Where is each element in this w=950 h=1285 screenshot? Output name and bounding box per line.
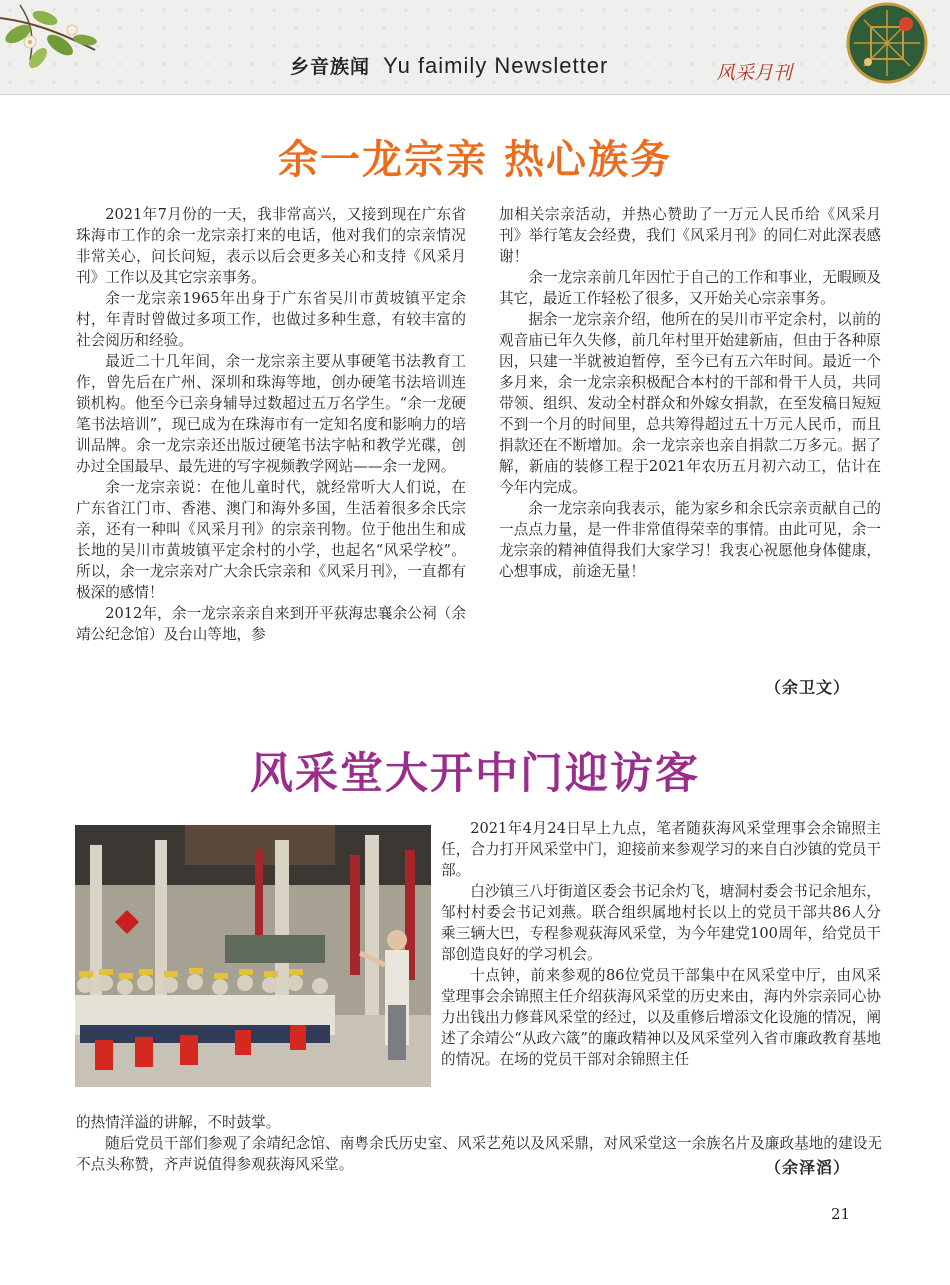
article1-column-left bbox=[76, 204, 466, 645]
paragraph: 最近二十几年间，余一龙宗亲主要从事硬笔书法教育工作，曾先后在广州、深圳和珠海等地，创办硬笔书法培训连锁机构。他至今已亲身辅导过数超过五万名学生。“余一龙硬笔书法培训”，现已成为在珠海市有一定知名度和影响力的培训品牌。余一龙宗亲还出版过硬笔书法字帖和教学光碟，创办过全国最早、最先进的写字视频教学网站——余一龙网。 bbox=[76, 353, 466, 475]
paragraph: 随后党员干部们参观了余靖纪念馆、南粤余氏历史室、风采艺苑以及风采鼎，对风采堂这一余族名片及廉政基地的建设无不点头称赞，齐声说值得参观荻海风采堂。 bbox=[76, 1135, 882, 1173]
paragraph: 余一龙宗亲前几年因忙于自己的工作和事业，无暇顾及其它，最近工作轻松了很多，又开始关心宗亲事务。 bbox=[499, 269, 881, 307]
paragraph: 2021年7月份的一天，我非常高兴，又接到现在广东省珠海市工作的余一龙宗亲打来的电话，他对我们的宗亲情况非常关心，问长问短，表示以后会更多关心和支持《风采月刊》工作以及其它宗亲事务。 bbox=[76, 206, 466, 286]
paragraph: 余一龙宗亲说：在他儿童时代，就经常听大人们说，在广东省江门市、香港、澳门和海外多国，生活着很多余氏宗亲，还有一种叫《风采月刊》的宗亲刊物。位于他出生和成长地的吴川市黄坡镇平定余村的小学，也起名“风采学校”。所以，余一龙宗亲对广大余氏宗亲和《风采月刊》，一直都有极深的感情！ bbox=[76, 479, 466, 601]
article2-column bbox=[441, 818, 881, 1070]
paragraph: 十点钟，前来参观的86位党员干部集中在风采堂中厅，由风采堂理事会余锦照主任介绍荻海风采堂的历史来由，海内外宗亲同心协力出钱出力修葺风采堂的经过，以及重修后增添文化设施的情况，阐述了余靖公“从政六箴”的廉政精神以及风采堂列入省市廉政教育基地的情况。在场的党员干部对余锦照主任 bbox=[441, 967, 881, 1068]
paragraph: 余一龙宗亲1965年出身于广东省吴川市黄坡镇平定余村，年青时曾做过多项工作，也做过多种生意，有较丰富的社会阅历和经验。 bbox=[76, 290, 466, 349]
paragraph: 2012年，余一龙宗亲亲自来到开平荻海忠襄余公祠（余靖公纪念馆）及台山等地，参 bbox=[76, 605, 466, 643]
newsletter-title bbox=[290, 52, 608, 79]
article1-signature: （余卫文） bbox=[765, 678, 851, 697]
header-pattern bbox=[0, 0, 950, 94]
paragraph: 加相关宗亲活动，并热心赞助了一万元人民币给《风采月刊》举行笔友会经费，我们《风采月刊》的同仁对此深表感谢！ bbox=[499, 206, 881, 265]
lattice-window-icon bbox=[846, 2, 928, 84]
magazine-name: 风采月刊 bbox=[716, 62, 793, 84]
article1-title: 余一龙宗亲 热心族务 bbox=[278, 137, 672, 183]
page-header bbox=[0, 0, 950, 95]
article2-fullwidth bbox=[76, 1112, 882, 1175]
paragraph: 余一龙宗亲向我表示，能为家乡和余氏宗亲贡献自己的一点点力量，是一件非常值得荣幸的事情。由此可见，余一龙宗亲的精神值得我们大家学习！我衷心祝愿他身体健康，心想事成，前途无量！ bbox=[499, 500, 881, 580]
article2-title: 风采堂大开中门迎访客 bbox=[250, 749, 700, 799]
newsletter-title-cn: 乡音族闻 bbox=[290, 57, 371, 78]
article1-column-right bbox=[499, 204, 881, 582]
ancestral-hall-visit-photo bbox=[75, 825, 431, 1087]
newsletter-title-en: Yu faimily Newsletter bbox=[383, 53, 609, 78]
paragraph: 据余一龙宗亲介绍，他所在的吴川市平定余村，以前的观音庙已年久失修，前几年村里开始建新庙，但由于各种原因，只建一半就被迫暂停，至今已有五六年时间。最近一个多月来，余一龙宗亲积极配合本村的干部和骨干人员，共同带领、组织、发动全村群众和外嫁女捐款，在至发稿日短短不到一个月的时间里，总共筹得超过五十万元人民币，而且捐款还在不断增加。余一龙宗亲也亲自捐款二万多元。据了解，新庙的装修工程于2021年农历五月初六动工，估计在今年内完成。 bbox=[499, 311, 881, 496]
paragraph: 的热情洋溢的讲解，不时鼓掌。 bbox=[76, 1114, 281, 1131]
paragraph: 2021年4月24日早上九点，笔者随荻海风采堂理事会余锦照主任，合力打开风采堂中门，迎接前来参观学习的来自白沙镇的党员干部。 bbox=[441, 820, 881, 879]
plant-decoration-icon bbox=[0, 0, 110, 80]
paragraph: 白沙镇三八圩街道区委会书记余灼飞，塘洞村委会书记余旭东，邹村村委会书记刘燕。联合组织属地村长以上的党员干部共86人分乘三辆大巴，专程参观荻海风采堂，为今年建党100周年，给党员干部创造良好的学习机会。 bbox=[441, 883, 881, 963]
page-number: 21 bbox=[831, 1205, 851, 1223]
article2-signature: （余泽滔） bbox=[765, 1158, 851, 1177]
